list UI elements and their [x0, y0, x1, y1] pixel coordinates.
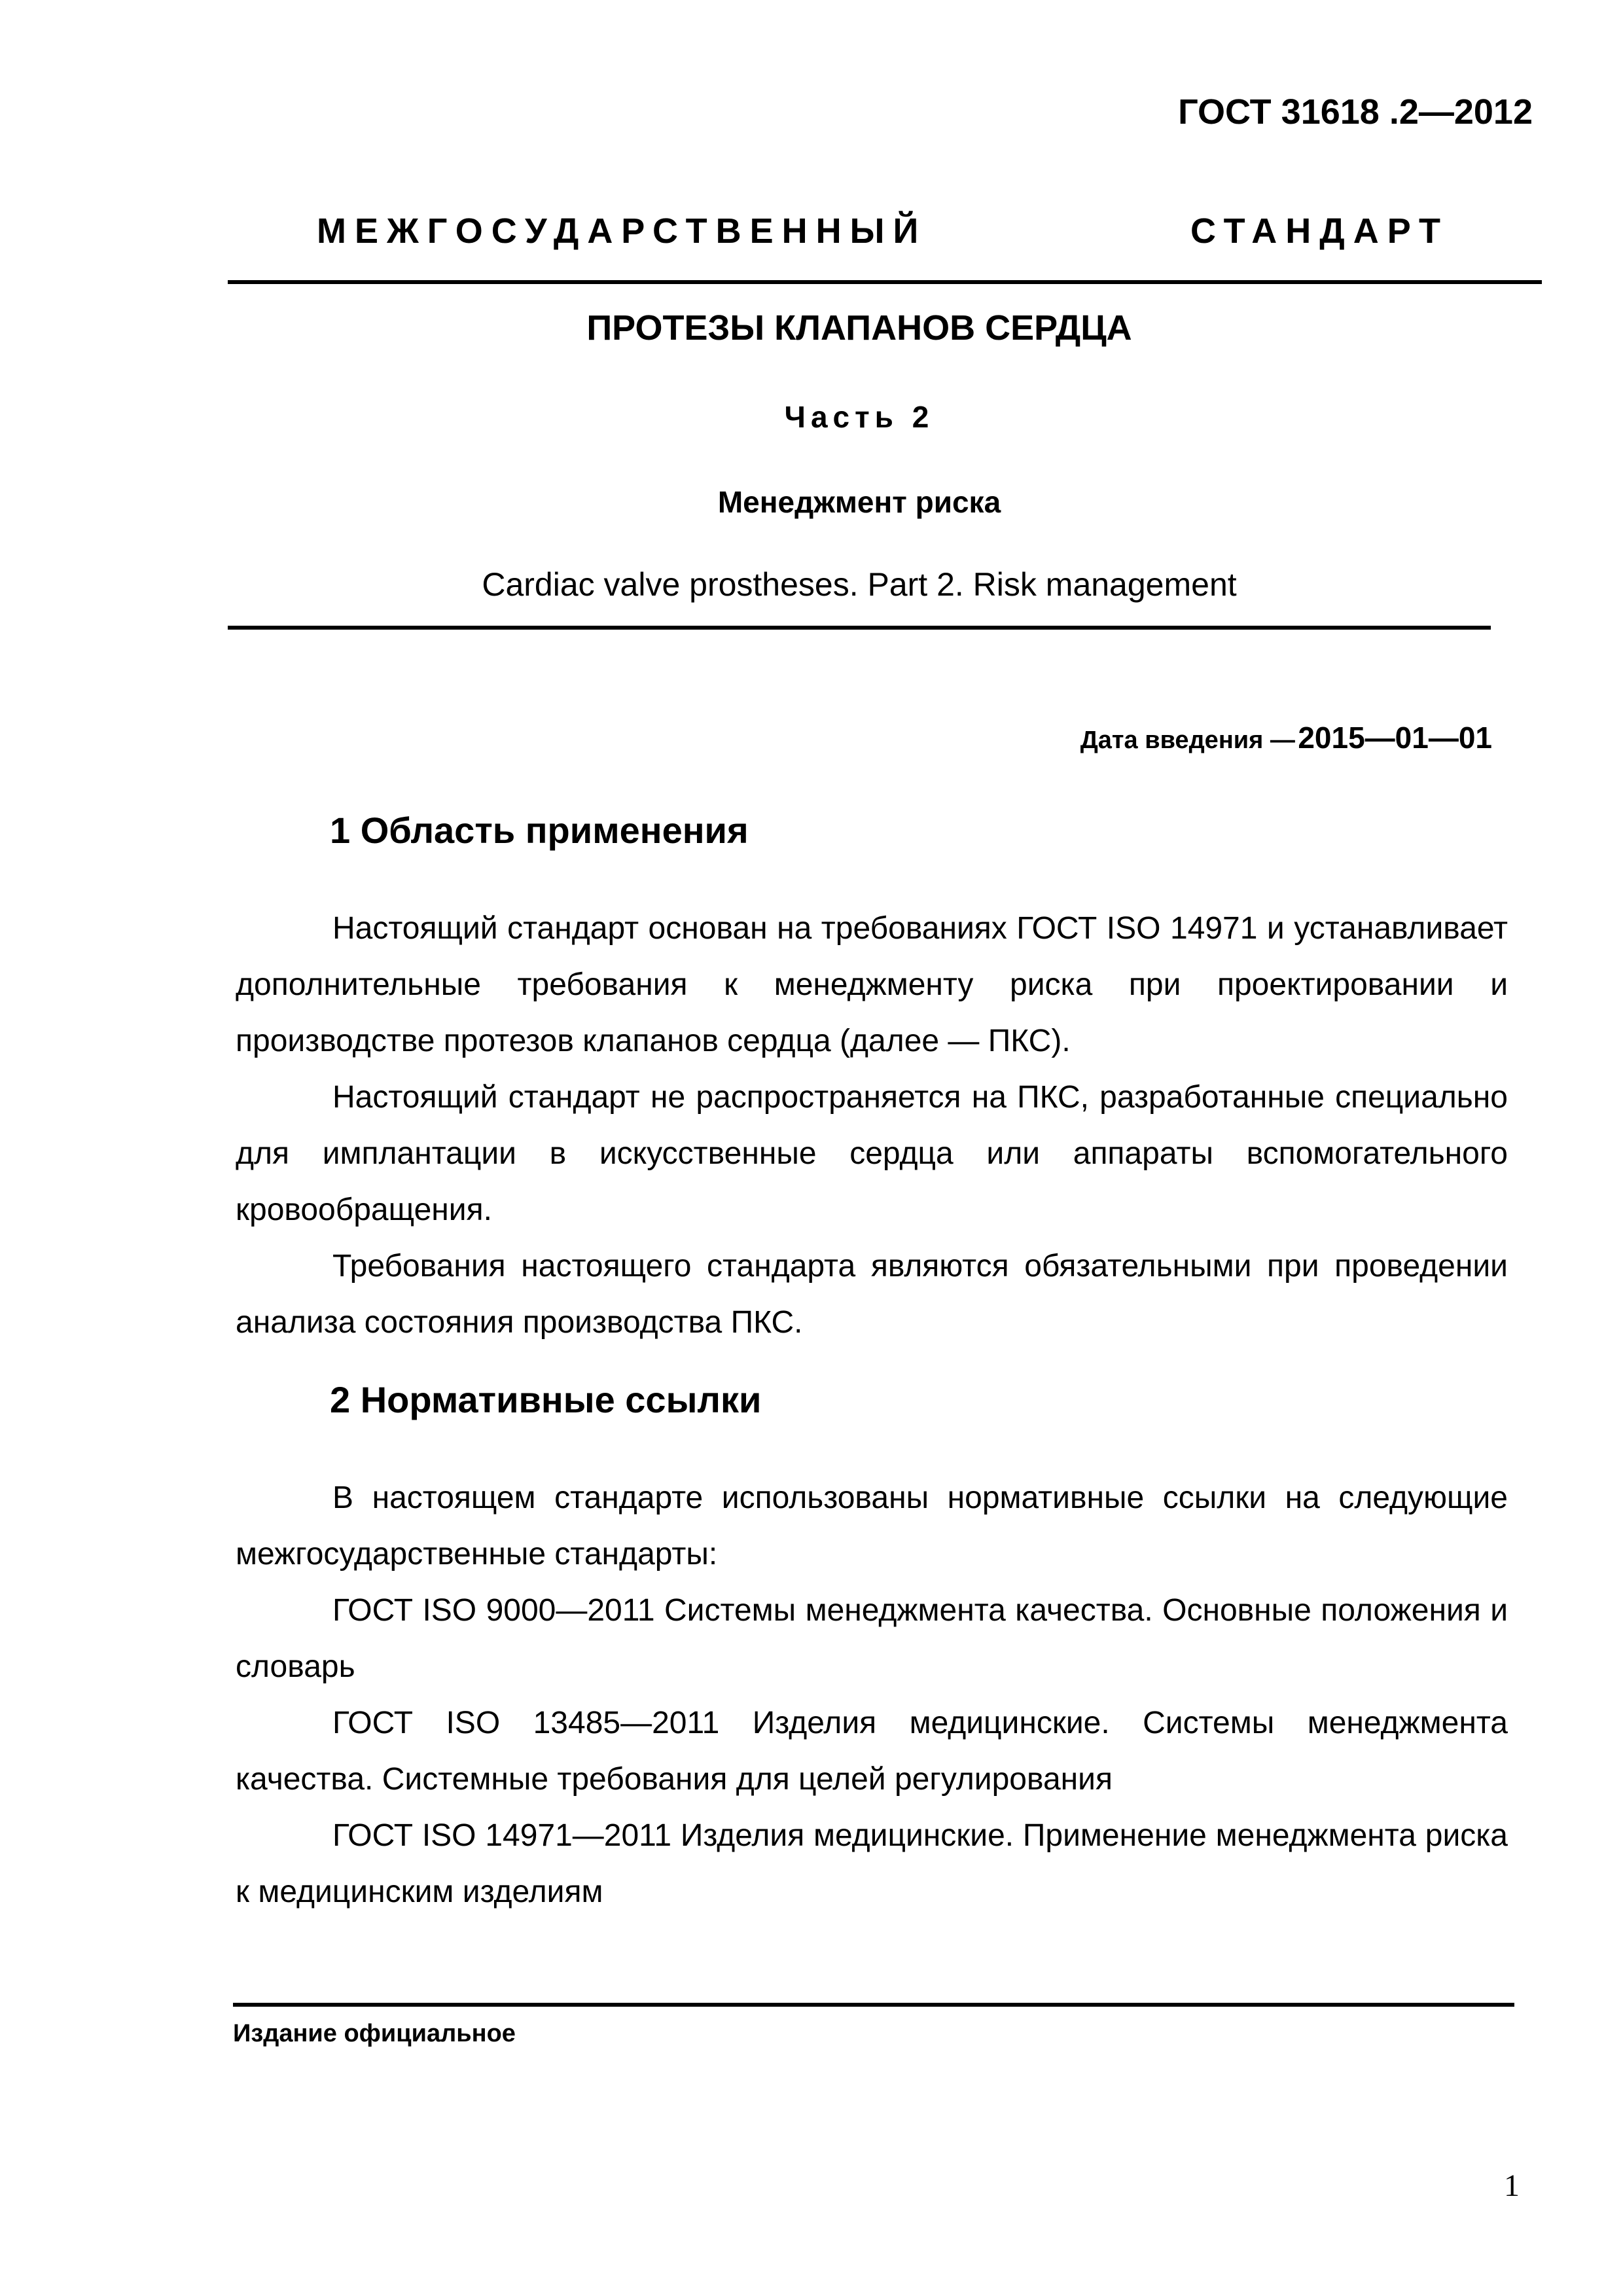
section-heading-scope: 1 Область применения [330, 810, 749, 851]
date-label: Дата введения — [1080, 726, 1295, 754]
introduction-date [1080, 720, 1492, 755]
edition-note: Издание официальное [233, 2020, 516, 2047]
paragraph: В настоящем стандарте использованы нормативные ссылки на следующие межгосударственные стандарты: [236, 1480, 1508, 1571]
paragraph: Настоящий стандарт основан на требованиях ГОСТ ISO 14971 и устанавливает дополнительные требования к менеджменту риска при проектировании и производстве протезов клапанов сердца (далее — ПКС). [236, 911, 1508, 1058]
document-number: ГОСТ 31618 .2—2012 [1178, 92, 1533, 132]
footer-divider [233, 2003, 1514, 2007]
date-value: 2015—01—01 [1298, 721, 1492, 755]
english-title: Cardiac valve prostheses. Part 2. Risk management [482, 566, 1237, 603]
page-number: 1 [1504, 2168, 1520, 2203]
title-divider [228, 626, 1491, 630]
paragraph: Настоящий стандарт не распространяется на ПКС, разработанные специально для имплантации в искусственные сердца или аппараты вспомогательного кровообращения. [236, 1080, 1508, 1227]
reference-item: ГОСТ ISO 9000—2011 Системы менеджмента качества. Основные положения и словарь [236, 1593, 1508, 1684]
document-subtitle: Менеджмент риска [717, 485, 1001, 519]
part-label: Часть 2 [784, 400, 935, 434]
section-heading-references: 2 Нормативные ссылки [330, 1379, 762, 1420]
standard-label-heading: СТАНДАРТ [1190, 211, 1449, 251]
top-divider [228, 280, 1542, 284]
document-title: ПРОТЕЗЫ КЛАПАНОВ СЕРДЦА [586, 308, 1132, 348]
standard-type-heading: МЕЖГОСУДАРСТВЕННЫЙ [317, 211, 927, 251]
reference-item: ГОСТ ISO 14971—2011 Изделия медицинские. Применение менеджмента риска к медицинским изделиям [236, 1818, 1508, 1909]
reference-item: ГОСТ ISO 13485—2011 Изделия медицинские. Системы менеджмента качества. Системные требования для целей регулирования [236, 1706, 1508, 1797]
paragraph: Требования настоящего стандарта являются обязательными при проведении анализа состояния производства ПКС. [236, 1249, 1508, 1340]
